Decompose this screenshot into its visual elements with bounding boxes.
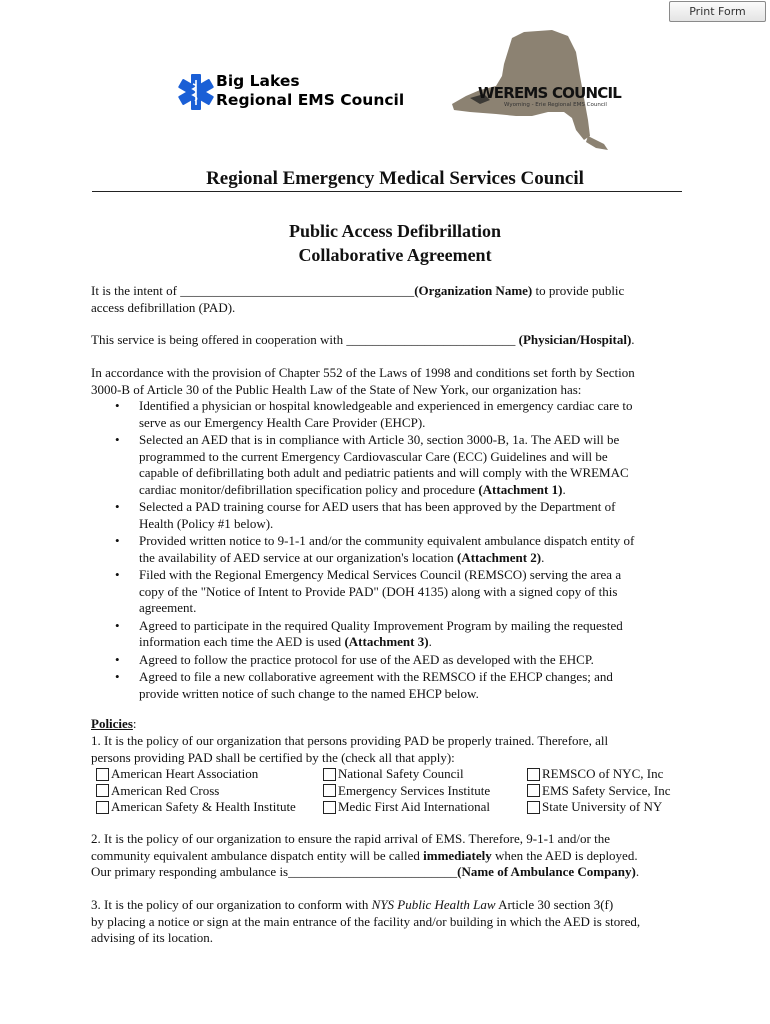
logo-line-big-lakes: Big Lakes (216, 72, 300, 90)
werems-subtitle: Wyoming - Erie Regional EMS Council (504, 102, 607, 108)
bullet-item (115, 432, 695, 498)
physician-hospital-blank[interactable]: __________________________ (346, 332, 516, 347)
bullet-item (115, 618, 695, 651)
policy-3 (91, 897, 691, 947)
print-form-button[interactable]: Print Form (669, 1, 766, 22)
physician-hospital-label: (Physician/Hospital) (515, 332, 632, 347)
certification-checkbox[interactable] (323, 784, 336, 797)
certification-label: REMSCO of NYC, Inc (542, 766, 664, 781)
bullet-line: copy of the "Notice of Intent to Provide PAD" (DOH 4135) along with a signed copy of this (139, 583, 618, 599)
bullet-attachment-ref: (Attachment 2) (456, 549, 542, 565)
policy-2-line1: 2. It is the policy of our organization to ensure the rapid arrival of EMS. Therefore, 9-1-1 and/or the (91, 831, 611, 846)
policy-1-line2: persons providing PAD shall be certified by the (check all that apply): (91, 749, 455, 765)
bullet-line: Agreed to follow the practice protocol for use of the AED as developed with the EHCP. (139, 651, 594, 667)
certification-option[interactable] (323, 783, 490, 800)
bullet-dot: • (115, 567, 120, 582)
certification-label: State University of NY (542, 799, 663, 814)
organization-actions-list (115, 398, 695, 703)
certification-option[interactable] (527, 783, 671, 800)
bullet-line: Agreed to file a new collaborative agreement with the REMSCO if the EHCP changes; and (139, 669, 613, 684)
cooperation-paragraph (91, 332, 691, 349)
bullet-dot: • (115, 617, 120, 633)
accordance-line1: In accordance with the provision of Chapter 552 of the Laws of 1998 and conditions set forth by Section (91, 365, 635, 380)
policy-3-line1-tail: Article 30 section 3(f) (495, 897, 614, 912)
certification-checkbox[interactable] (323, 768, 336, 781)
certification-label: Medic First Aid International (338, 799, 491, 814)
bullet-line: Filed with the Regional Emergency Medical Services Council (REMSCO) serving the area a (139, 567, 622, 582)
bullet-item (115, 669, 695, 702)
bullet-line-text: the availability of AED service at our organization's location (139, 549, 457, 565)
policy-3-line1-text: 3. It is the policy of our organization to conform with (91, 897, 372, 912)
intent-paragraph (91, 283, 691, 316)
certification-option[interactable] (323, 799, 490, 816)
bullet-line: Identified a physician or hospital knowledgeable and experienced in emergency cardiac care to (139, 398, 633, 413)
certification-option[interactable] (323, 766, 490, 783)
bullet-line-tail: . (428, 634, 432, 649)
policy-2-line3-text: Our primary responding ambulance is (91, 864, 289, 879)
bullet-line: agreement. (139, 600, 197, 615)
bullet-line-text: cardiac monitor/defibrillation specification policy and procedure (139, 481, 479, 497)
bullet-item (115, 567, 695, 617)
certification-checkbox[interactable] (527, 768, 540, 781)
star-of-life-icon (176, 72, 216, 112)
certification-label: American Red Cross (111, 782, 220, 798)
bullet-line (139, 634, 695, 651)
organization-name-blank[interactable]: ____________________________________ (180, 283, 415, 298)
bullet-line: Selected an AED that is in compliance with Article 30, section 3000-B, 1a. The AED will be (139, 432, 620, 447)
policy-2-immediately: immediately (423, 847, 492, 863)
werems-wordmark: WEREMS COUNCIL (478, 84, 621, 102)
policy-2-line2-text: community equivalent ambulance dispatch entity will be called (91, 847, 424, 863)
policy-3-line3: advising of its location. (91, 930, 214, 945)
bullet-line-tail: . (541, 549, 545, 565)
policy-2-period: . (635, 864, 640, 879)
certification-label: EMS Safety Service, Inc (542, 782, 671, 798)
bullet-dot: • (115, 651, 120, 667)
bullet-line: capable of defibrillating both adult and pediatric patients and will comply with the WREMAC (139, 465, 629, 480)
bullet-line: serve as our Emergency Health Care Provider (EHCP). (139, 414, 426, 430)
bullet-line: programmed to the current Emergency Cardiovascular Care (ECC) Guidelines and will be (139, 448, 608, 464)
certification-label: Emergency Services Institute (338, 782, 491, 798)
bullet-line: Selected a PAD training course for AED users that has been approved by the Department of (139, 499, 616, 514)
bullet-line: Provided written notice to 9-1-1 and/or the community equivalent ambulance dispatch entity of (139, 533, 635, 548)
intent-text: It is the intent of (91, 283, 181, 298)
cooperation-period: . (631, 332, 635, 347)
logo-line-regional-ems: Regional EMS Council (216, 91, 405, 109)
certification-option[interactable] (527, 799, 671, 816)
bullet-line (139, 482, 695, 499)
accordance-line2: 3000-B of Article 30 of the Public Health Law of the State of New York, our organization has: (91, 381, 582, 397)
policies-colon: : (132, 716, 137, 731)
certification-option[interactable] (527, 766, 671, 783)
document-title-line1: Public Access Defibrillation (289, 221, 501, 241)
title-rule (92, 191, 682, 192)
certification-label: National Safety Council (338, 766, 464, 781)
bullet-line: provide written notice of such change to the named EHCP below. (139, 685, 479, 701)
ambulance-company-label: (Name of Ambulance Company) (457, 864, 636, 879)
certification-column-3 (527, 766, 671, 816)
document-title (185, 219, 605, 267)
bullet-line: Health (Policy #1 below). (139, 515, 274, 531)
bullet-dot: • (115, 669, 120, 684)
certification-checkbox[interactable] (527, 801, 540, 814)
organization-name-label: (Organization Name) (414, 283, 533, 298)
bullet-dot: • (115, 398, 120, 413)
policy-3-law-name: NYS Public Health Law (371, 897, 496, 912)
certification-column-2 (323, 766, 490, 816)
policy-1 (91, 733, 691, 766)
bullet-line: Agreed to participate in the required Quality Improvement Program by mailing the requested (139, 617, 623, 633)
bullet-item (115, 533, 695, 566)
bullet-line-tail: . (562, 481, 566, 497)
certification-option[interactable] (96, 766, 296, 783)
bullet-item (115, 499, 695, 532)
certification-option[interactable] (96, 783, 296, 800)
document-title-line2: Collaborative Agreement (298, 245, 492, 265)
bullet-line (139, 550, 695, 567)
bullet-line-text: information each time the AED is used (139, 634, 345, 649)
council-title: Regional Emergency Medical Services Council (206, 168, 584, 189)
policies-heading (91, 716, 137, 732)
werems-council-logo (440, 28, 621, 156)
certification-checkbox[interactable] (96, 768, 109, 781)
certification-label: American Heart Association (111, 766, 259, 781)
bullet-attachment-ref: (Attachment 3) (344, 634, 429, 649)
accordance-paragraph (91, 365, 691, 398)
intent-text-tail: to provide public (532, 283, 625, 298)
certification-checkbox[interactable] (96, 801, 109, 814)
bullet-attachment-ref: (Attachment 1) (478, 481, 563, 497)
policies-heading-text: Policies (91, 716, 133, 731)
policy-1-line1: 1. It is the policy of our organization that persons providing PAD be properly trained. Therefore, all (91, 733, 609, 748)
certification-option[interactable] (96, 799, 296, 816)
bullet-dot: • (115, 533, 120, 548)
intent-line2: access defibrillation (PAD). (91, 299, 236, 315)
ambulance-company-blank[interactable]: __________________________ (288, 864, 458, 879)
bullet-dot: • (115, 499, 120, 514)
big-lakes-logo (176, 72, 416, 116)
certification-column-1 (96, 766, 296, 816)
policy-2 (91, 831, 691, 881)
bullet-item (115, 398, 695, 431)
policy-2-line2-tail: when the AED is deployed. (491, 847, 638, 863)
certification-checkbox[interactable] (323, 801, 336, 814)
bullet-item (115, 652, 695, 669)
cooperation-text: This service is being offered in cooperation with (91, 332, 347, 347)
bullet-dot: • (115, 432, 120, 447)
policy-3-line2: by placing a notice or sign at the main entrance of the facility and/or building in which the AED is stored, (91, 913, 641, 929)
certification-checkbox[interactable] (527, 784, 540, 797)
certification-checkbox[interactable] (96, 784, 109, 797)
certification-label: American Safety & Health Institute (111, 799, 296, 814)
